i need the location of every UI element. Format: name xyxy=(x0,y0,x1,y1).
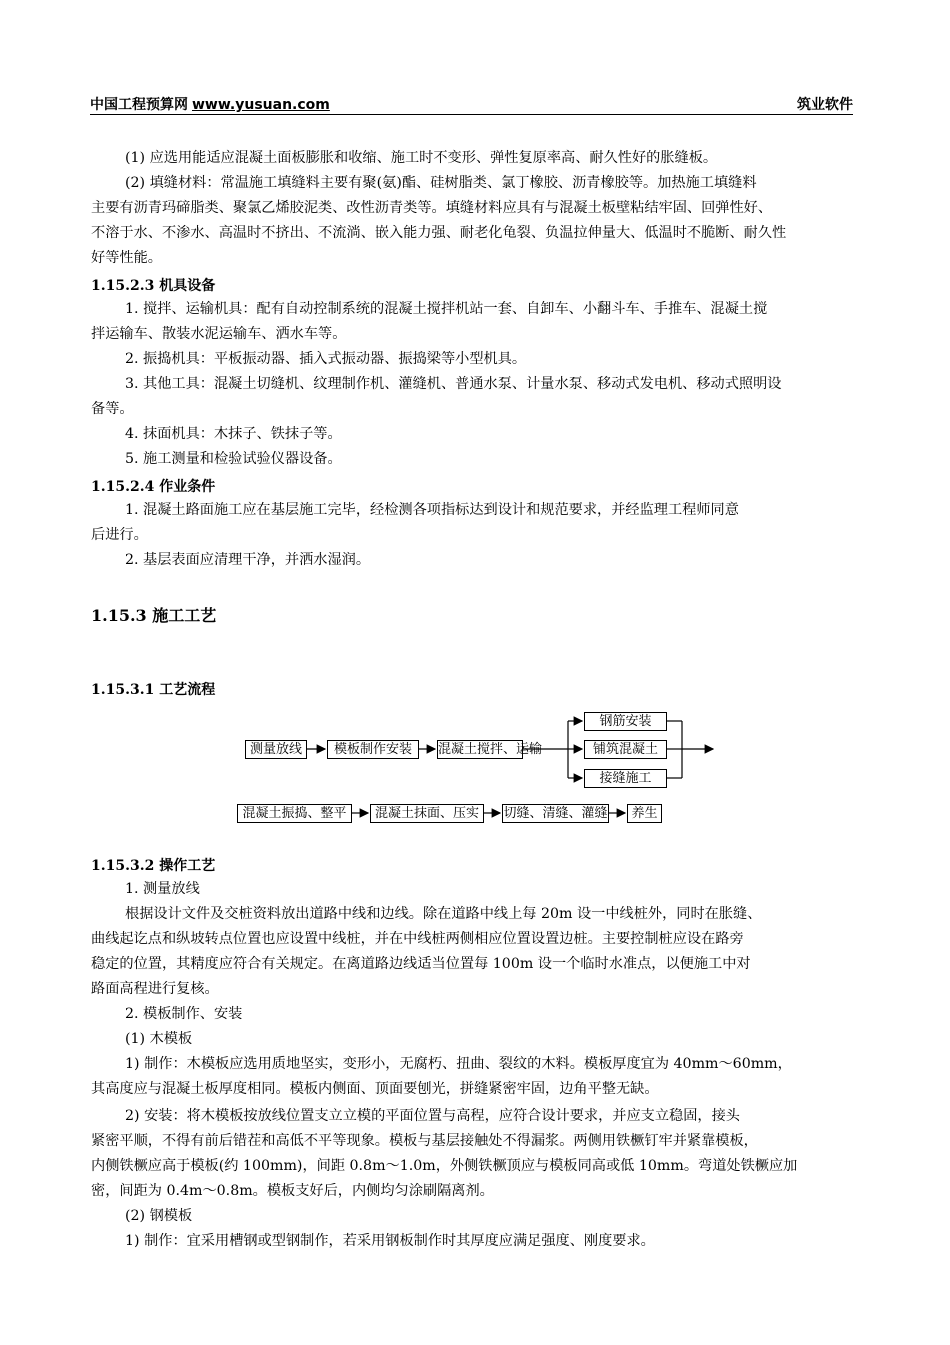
paragraph-line: 2) 安装：将木模板按放线位置支立立模的平面位置与高程，应符合设计要求，并应支立稳固，接头 xyxy=(125,1108,740,1124)
paragraph-line: 2. 振捣机具：平板振动器、插入式振动器、振捣梁等小型机具。 xyxy=(125,351,527,367)
flow-step-vibrating: 混凝土振捣、整平 xyxy=(237,804,352,823)
section-heading: 1.15.3.1 工艺流程 xyxy=(91,682,216,698)
header-right-text: 筑业软件 xyxy=(797,97,853,113)
paragraph-line: 2. 基层表面应清理干净，并洒水湿润。 xyxy=(125,552,371,568)
flow-branch-joints: 接缝施工 xyxy=(584,769,667,788)
paragraph-line: 1) 制作：木模板应选用质地坚实，变形小，无腐朽、扭曲、裂纹的木料。模板厚度宜为 40mm～60mm， xyxy=(125,1056,792,1072)
section-heading: 1.15.2.3 机具设备 xyxy=(91,278,216,294)
flow-step-formwork: 模板制作安装 xyxy=(327,740,419,759)
paragraph-line: (1) 木模板 xyxy=(125,1031,193,1047)
section-heading: 1.15.2.4 作业条件 xyxy=(91,479,216,495)
paragraph-line: 后进行。 xyxy=(91,527,148,543)
paragraph-line: (1) 应选用能适应混凝土面板膨胀和收缩、施工时不变形、弹性复原率高、耐久性好的胀缝板。 xyxy=(125,150,718,166)
paragraph-line: 备等。 xyxy=(91,401,134,417)
paragraph-line: 根据设计文件及交桩资料放出道路中线和边线。除在道路中线上每 20m 设一中线桩外，同时在胀缝、 xyxy=(125,906,762,922)
paragraph-line: 紧密平顺，不得有前后错茬和高低不平等现象。模板与基层接触处不得漏浆。两侧用铁橛钉牢并紧靠模板， xyxy=(91,1133,758,1149)
paragraph-line: 密，间距为 0.4m～0.8m。模板支好后，内侧均匀涂刷隔离剂。 xyxy=(91,1183,494,1199)
paragraph-line: 1. 测量放线 xyxy=(125,881,200,897)
flow-step-survey: 测量放线 xyxy=(245,740,307,759)
section-heading: 1.15.3.2 操作工艺 xyxy=(91,858,216,874)
paragraph-line: 2. 模板制作、安装 xyxy=(125,1006,243,1022)
flow-step-cutting: 切缝、清缝、灌缝 xyxy=(503,806,608,821)
paragraph-line: 拌运输车、散装水泥运输车、洒水车等。 xyxy=(91,326,347,342)
paragraph-line: 5. 施工测量和检验试验仪器设备。 xyxy=(125,451,342,467)
flow-step-finishing: 混凝土抹面、压实 xyxy=(370,804,484,823)
header-site-name: 中国工程预算网 xyxy=(90,97,188,113)
paragraph-line: 3. 其他工具：混凝土切缝机、纹理制作机、灌缝机、普通水泵、计量水泵、移动式发电机、移动式照明设 xyxy=(125,376,782,392)
paragraph-line: 稳定的位置，其精度应符合有关规定。在离道路边线适当位置每 100m 设一个临时水准点，以便施工中对 xyxy=(91,956,751,972)
paragraph-line: 其高度应与混凝土板厚度相同。模板内侧面、顶面要刨光，拼缝紧密牢固，边角平整无缺。 xyxy=(91,1081,659,1097)
paragraph-line: 内侧铁橛应高于模板(约 100mm)，间距 0.8m～1.0m，外侧铁橛顶应与模板同高或低 10mm。弯道处铁橛应加 xyxy=(91,1158,798,1174)
paragraph-line: 不溶于水、不渗水、高温时不挤出、不流淌、嵌入能力强、耐老化龟裂、负温拉伸量大、低温时不脆断、耐久性 xyxy=(91,225,787,241)
paragraph-line: 主要有沥青玛碲脂类、聚氯乙烯胶泥类、改性沥青类等。填缝材料应具有与混凝土板壁粘结牢固、回弹性好、 xyxy=(91,200,773,216)
flow-step-curing: 养生 xyxy=(627,804,662,823)
header-url[interactable]: www.yusuan.com xyxy=(192,97,330,113)
paragraph-line: 路面高程进行复核。 xyxy=(91,981,219,997)
section-heading-large: 1.15.3 施工工艺 xyxy=(91,606,217,625)
flow-step-mixing: 混凝土搅拌、运输 xyxy=(438,742,543,757)
paragraph-line: (2) 填缝材料：常温施工填缝料主要有聚(氨)酯、硅树脂类、氯丁橡胶、沥青橡胶等。加热施工填缝料 xyxy=(125,175,757,191)
flow-branch-rebar: 钢筋安装 xyxy=(584,712,667,731)
paragraph-line: 曲线起讫点和纵坡转点位置也应设置中线桩，并在中线桩两侧相应位置设置边桩。主要控制桩应设在路旁 xyxy=(91,931,744,947)
paragraph-line: 好等性能。 xyxy=(91,250,162,266)
paragraph-line: 1) 制作：宜采用槽钢或型钢制作，若采用钢板制作时其厚度应满足强度、刚度要求。 xyxy=(125,1233,655,1249)
paragraph-line: 1. 混凝土路面施工应在基层施工完毕，经检测各项指标达到设计和规范要求，并经监理工程师同意 xyxy=(125,502,739,518)
paragraph-line: (2) 钢模板 xyxy=(125,1208,193,1224)
paragraph-line: 4. 抹面机具：木抹子、铁抹子等。 xyxy=(125,426,342,442)
flow-branch-paving: 铺筑混凝土 xyxy=(584,740,667,759)
paragraph-line: 1. 搅拌、运输机具：配有自动控制系统的混凝土搅拌机站一套、自卸车、小翻斗车、手推车、混凝土搅 xyxy=(125,301,768,317)
